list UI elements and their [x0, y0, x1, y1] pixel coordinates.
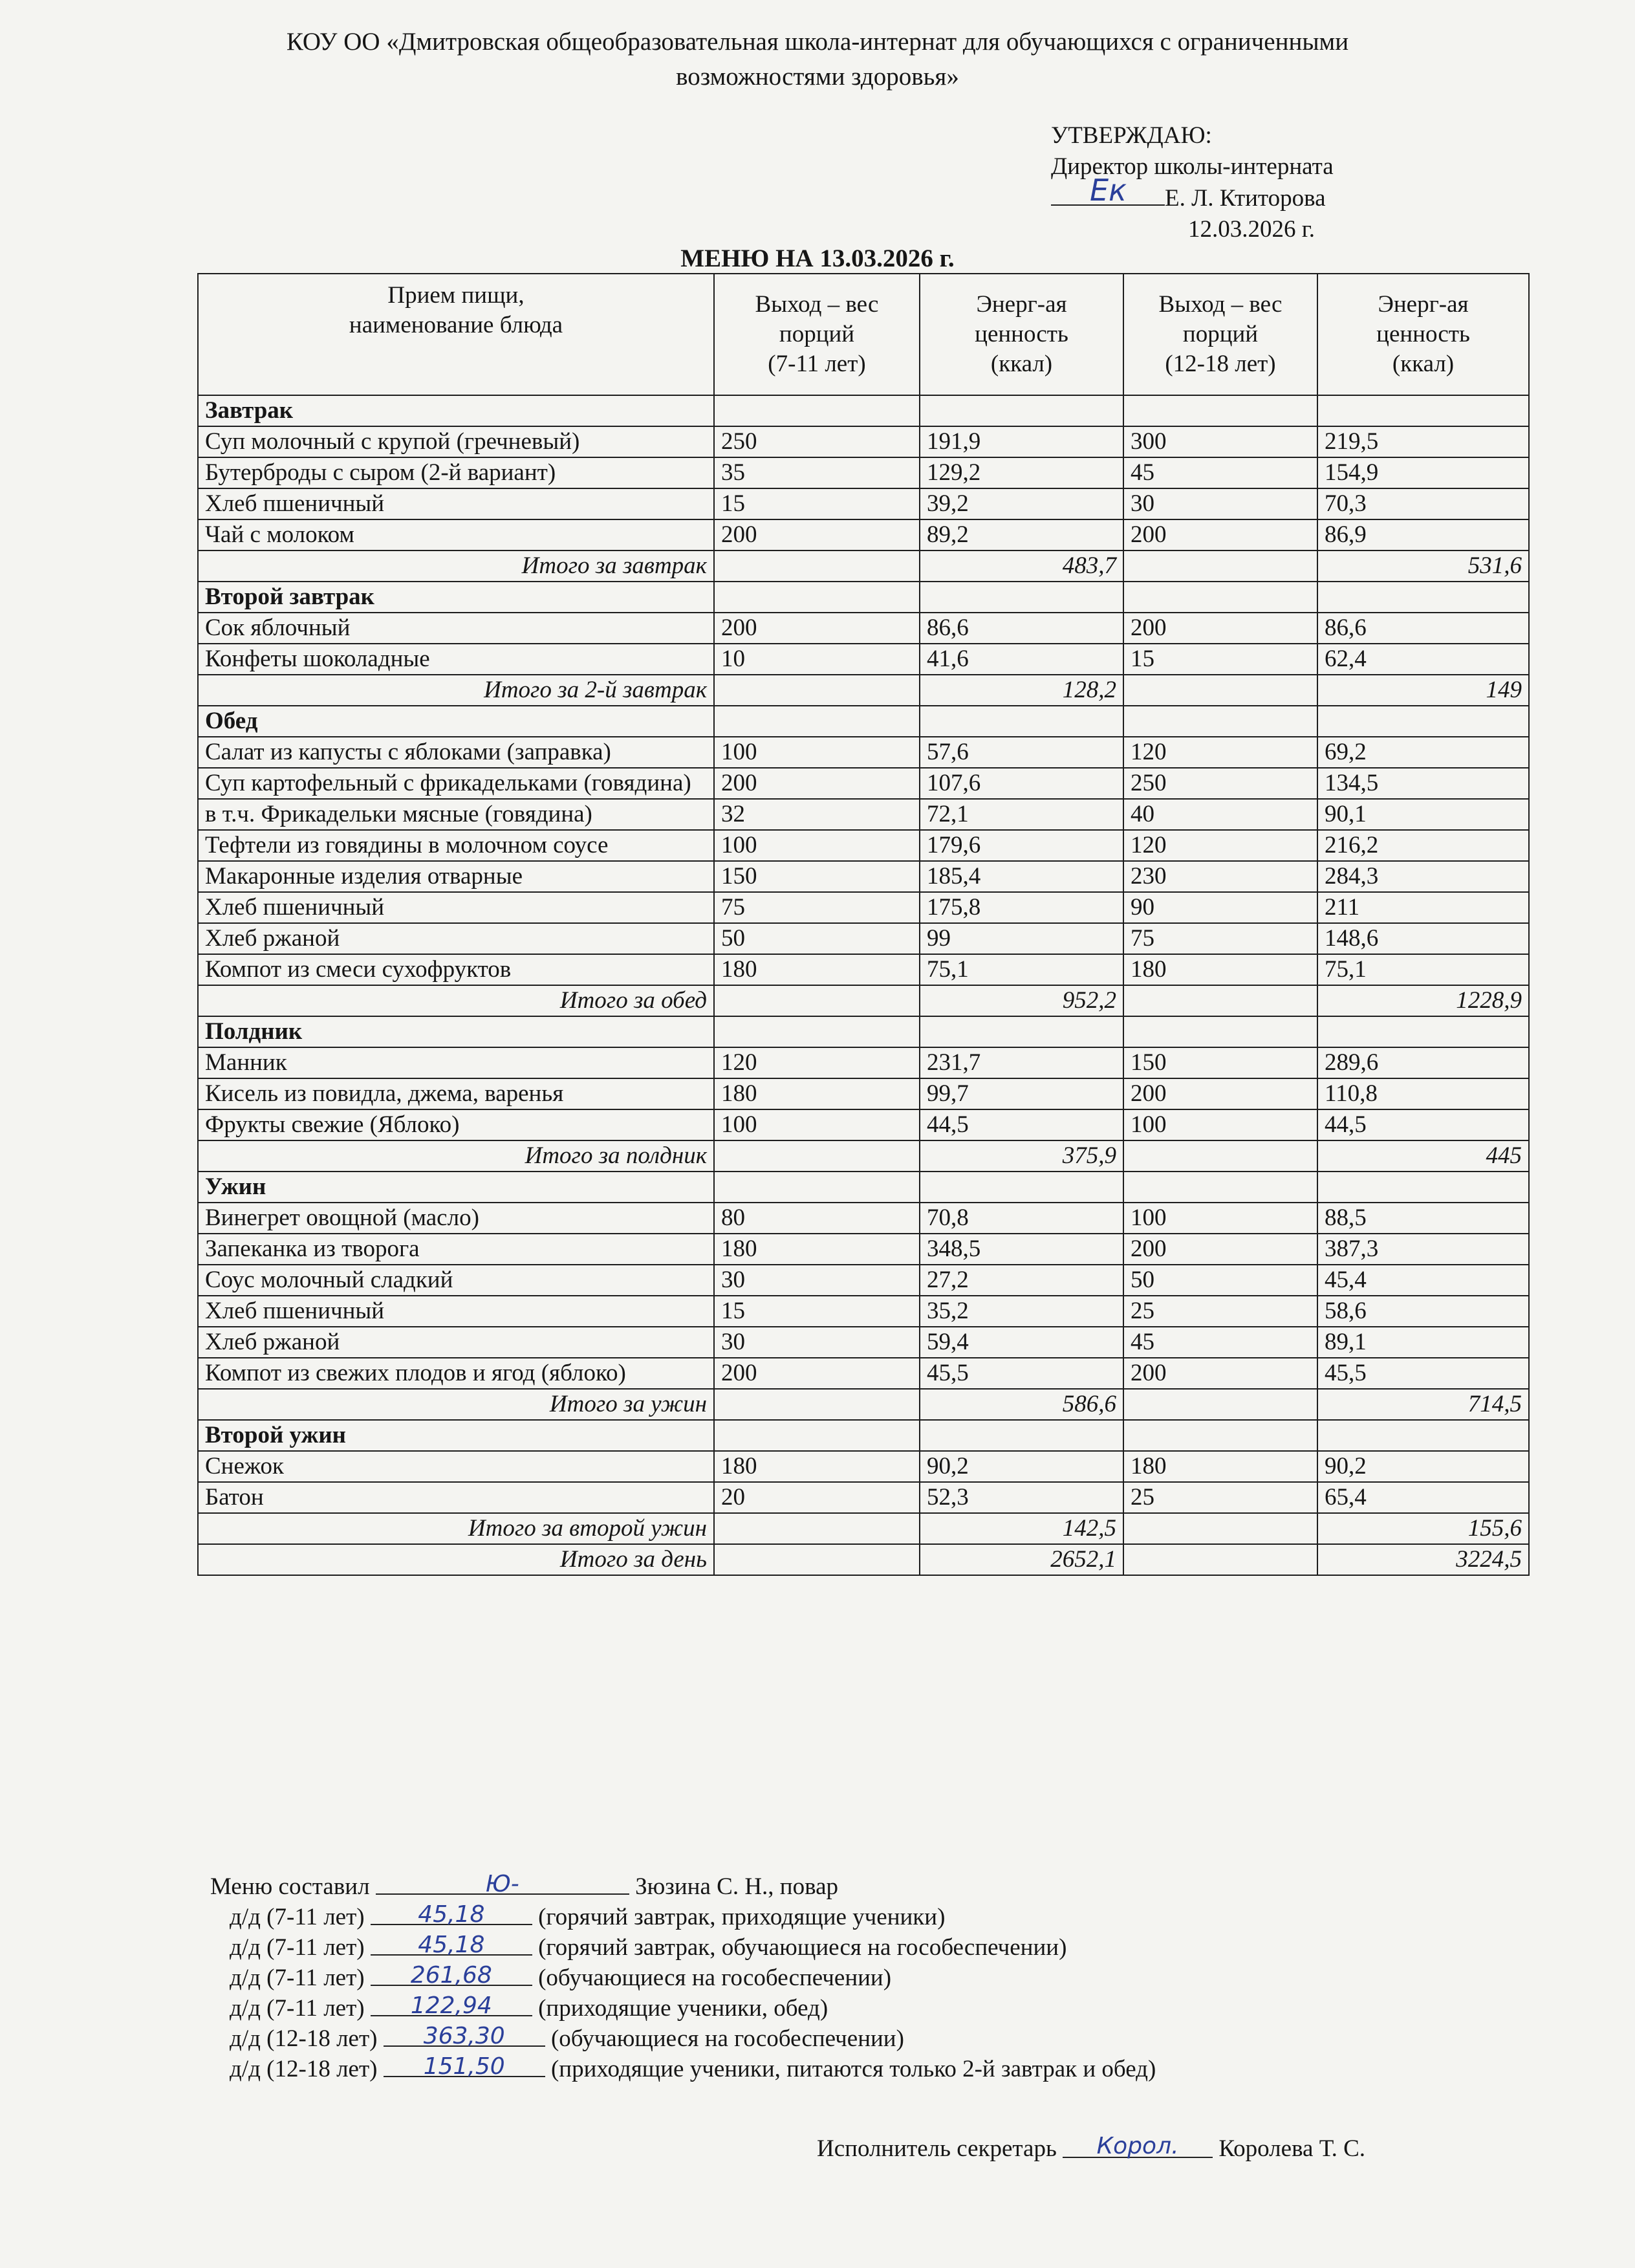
dish-name: Запеканка из творога	[198, 1234, 714, 1265]
daily-cost-blank	[371, 1962, 532, 1989]
empty-cell	[1317, 1172, 1529, 1203]
kcal-senior: 219,5	[1317, 426, 1529, 457]
executor-signature-blank	[1063, 2135, 1213, 2158]
total-label: Итого за второй ужин	[198, 1513, 714, 1544]
weight-senior: 200	[1123, 1078, 1317, 1109]
dish-name: Компот из смеси сухофруктов	[198, 954, 714, 985]
director-signature: Ек	[1090, 173, 1127, 208]
dish-row	[198, 1296, 1529, 1327]
daily-cost-note: (обучающиеся на гособеспечении)	[538, 1965, 892, 1991]
weight-senior: 250	[1123, 768, 1317, 799]
dish-row	[198, 457, 1529, 488]
kcal-senior: 387,3	[1317, 1234, 1529, 1265]
empty-cell	[714, 1172, 920, 1203]
dish-row	[198, 488, 1529, 519]
day-total-label: Итого за день	[198, 1544, 714, 1575]
kcal-junior: 99	[920, 923, 1123, 954]
empty-cell	[714, 1016, 920, 1047]
empty-cell	[714, 985, 920, 1016]
empty-cell	[1123, 1140, 1317, 1172]
kcal-junior: 35,2	[920, 1296, 1123, 1327]
age-group-label: д/д (7-11 лет)	[230, 1965, 365, 1991]
daily-cost-row	[210, 1963, 1156, 1993]
daily-cost-note: (горячий завтрак, приходящие ученики)	[538, 1904, 946, 1930]
kcal-senior: 216,2	[1317, 830, 1529, 861]
weight-junior: 200	[714, 768, 920, 799]
composed-by-signature: Ю-	[485, 1871, 519, 1897]
empty-cell	[1123, 1420, 1317, 1451]
weight-junior: 10	[714, 644, 920, 675]
dish-row	[198, 1451, 1529, 1482]
kcal-senior: 134,5	[1317, 768, 1529, 799]
kcal-junior: 52,3	[920, 1482, 1123, 1513]
executor-row	[817, 2135, 1365, 2163]
director-signature-blank	[1051, 173, 1165, 208]
weight-junior: 20	[714, 1482, 920, 1513]
approval-position: Директор школы-интерната	[1051, 153, 1334, 180]
kcal-junior: 44,5	[920, 1109, 1123, 1140]
weight-senior: 120	[1123, 830, 1317, 861]
weight-junior: 120	[714, 1047, 920, 1078]
empty-cell	[1123, 582, 1317, 613]
empty-cell	[714, 706, 920, 737]
empty-cell	[1123, 985, 1317, 1016]
header-weight-junior: Выход – вес порций (7-11 лет)	[714, 274, 920, 395]
weight-senior: 180	[1123, 954, 1317, 985]
daily-cost-value: 151,50	[423, 2053, 505, 2080]
dish-row	[198, 892, 1529, 923]
total-kcal-junior: 952,2	[920, 985, 1123, 1016]
total-kcal-junior: 375,9	[920, 1140, 1123, 1172]
weight-senior: 150	[1123, 1047, 1317, 1078]
weight-senior: 200	[1123, 613, 1317, 644]
kcal-junior: 75,1	[920, 954, 1123, 985]
weight-junior: 100	[714, 830, 920, 861]
composed-by-signature-blank	[376, 1871, 629, 1895]
dish-name: Компот из свежих плодов и ягод (яблоко)	[198, 1358, 714, 1389]
empty-cell	[714, 1544, 920, 1575]
kcal-senior: 70,3	[1317, 488, 1529, 519]
total-label: Итого за ужин	[198, 1389, 714, 1420]
header-dish: Прием пищи, наименование блюда	[198, 274, 714, 395]
kcal-senior: 44,5	[1317, 1109, 1529, 1140]
menu-table	[197, 273, 1530, 1576]
total-kcal-junior: 142,5	[920, 1513, 1123, 1544]
weight-senior: 45	[1123, 1327, 1317, 1358]
kcal-junior: 89,2	[920, 519, 1123, 551]
section-total-row	[198, 675, 1529, 706]
director-name: Е. Л. Ктиторова	[1165, 185, 1326, 212]
weight-junior: 200	[714, 613, 920, 644]
dish-row	[198, 923, 1529, 954]
daily-cost-row	[210, 1993, 1156, 2023]
total-kcal-senior: 445	[1317, 1140, 1529, 1172]
empty-cell	[714, 551, 920, 582]
total-kcal-junior: 128,2	[920, 675, 1123, 706]
header-kcal-junior: Энерг-ая ценность (ккал)	[920, 274, 1123, 395]
composed-by-name: Зюзина С. Н., повар	[635, 1873, 838, 1900]
empty-cell	[1123, 1172, 1317, 1203]
executor-signature: Корол.	[1096, 2133, 1179, 2159]
daily-cost-note: (горячий завтрак, обучающиеся на гособеспечении)	[538, 1934, 1067, 1961]
empty-cell	[1123, 1016, 1317, 1047]
dish-name: Винегрет овощной (масло)	[198, 1203, 714, 1234]
empty-cell	[1123, 395, 1317, 426]
section-total-row	[198, 1513, 1529, 1544]
kcal-junior: 191,9	[920, 426, 1123, 457]
total-label: Итого за обед	[198, 985, 714, 1016]
daily-cost-note: (приходящие ученики, обед)	[538, 1995, 828, 2022]
dish-row	[198, 830, 1529, 861]
kcal-senior: 75,1	[1317, 954, 1529, 985]
empty-cell	[1317, 1016, 1529, 1047]
weight-junior: 250	[714, 426, 920, 457]
empty-cell	[714, 1389, 920, 1420]
empty-cell	[1317, 582, 1529, 613]
section-name: Завтрак	[198, 395, 714, 426]
dish-name: Суп картофельный с фрикадельками (говядина)	[198, 768, 714, 799]
daily-cost-blank	[384, 2023, 545, 2047]
table-header-row	[198, 274, 1529, 395]
empty-cell	[920, 582, 1123, 613]
daily-cost-value: 45,18	[418, 1932, 485, 1958]
weight-senior: 180	[1123, 1451, 1317, 1482]
weight-junior: 180	[714, 1078, 920, 1109]
approval-date: 12.03.2026 г.	[1188, 216, 1316, 243]
age-group-label: д/д (12-18 лет)	[230, 2025, 378, 2052]
weight-junior: 75	[714, 892, 920, 923]
dish-name: Конфеты шоколадные	[198, 644, 714, 675]
dish-name: Манник	[198, 1047, 714, 1078]
weight-junior: 200	[714, 1358, 920, 1389]
dish-row	[198, 426, 1529, 457]
dish-row	[198, 799, 1529, 830]
kcal-senior: 154,9	[1317, 457, 1529, 488]
dish-row	[198, 1234, 1529, 1265]
weight-senior: 100	[1123, 1203, 1317, 1234]
daily-cost-note: (обучающиеся на гособеспечении)	[550, 2025, 904, 2052]
composed-by-label: Меню составил	[210, 1873, 370, 1900]
total-label: Итого за полдник	[198, 1140, 714, 1172]
age-group-label: д/д (7-11 лет)	[230, 1934, 365, 1961]
kcal-senior: 90,1	[1317, 799, 1529, 830]
dish-row	[198, 1203, 1529, 1234]
empty-cell	[714, 395, 920, 426]
empty-cell	[1123, 1513, 1317, 1544]
kcal-senior: 289,6	[1317, 1047, 1529, 1078]
kcal-senior: 45,5	[1317, 1358, 1529, 1389]
dish-row	[198, 768, 1529, 799]
kcal-senior: 86,6	[1317, 613, 1529, 644]
kcal-junior: 57,6	[920, 737, 1123, 768]
dish-row	[198, 519, 1529, 551]
kcal-senior: 148,6	[1317, 923, 1529, 954]
section-row	[198, 582, 1529, 613]
empty-cell	[920, 395, 1123, 426]
dish-row	[198, 1047, 1529, 1078]
total-label: Итого за завтрак	[198, 551, 714, 582]
section-total-row	[198, 985, 1529, 1016]
weight-junior: 200	[714, 519, 920, 551]
empty-cell	[920, 1420, 1123, 1451]
weight-senior: 120	[1123, 737, 1317, 768]
weight-senior: 50	[1123, 1265, 1317, 1296]
weight-junior: 15	[714, 1296, 920, 1327]
approval-title: УТВЕРЖДАЮ:	[1051, 122, 1212, 149]
dish-row	[198, 1265, 1529, 1296]
weight-senior: 40	[1123, 799, 1317, 830]
kcal-junior: 129,2	[920, 457, 1123, 488]
section-row	[198, 395, 1529, 426]
kcal-senior: 284,3	[1317, 861, 1529, 892]
daily-cost-blank	[384, 2053, 545, 2080]
empty-cell	[714, 582, 920, 613]
footer-block	[210, 1871, 1156, 2084]
empty-cell	[1123, 675, 1317, 706]
daily-cost-row	[210, 1902, 1156, 1932]
total-kcal-junior: 586,6	[920, 1389, 1123, 1420]
kcal-junior: 175,8	[920, 892, 1123, 923]
weight-junior: 35	[714, 457, 920, 488]
weight-senior: 230	[1123, 861, 1317, 892]
kcal-senior: 62,4	[1317, 644, 1529, 675]
empty-cell	[714, 1513, 920, 1544]
section-total-row	[198, 1140, 1529, 1172]
daily-cost-value: 363,30	[423, 2023, 505, 2049]
section-name: Второй ужин	[198, 1420, 714, 1451]
empty-cell	[1123, 706, 1317, 737]
dish-name: Батон	[198, 1482, 714, 1513]
empty-cell	[1317, 1420, 1529, 1451]
header-weight-senior: Выход – вес порций (12-18 лет)	[1123, 274, 1317, 395]
daily-cost-value: 261,68	[410, 1962, 492, 1989]
dish-name: Макаронные изделия отварные	[198, 861, 714, 892]
dish-name: Соус молочный сладкий	[198, 1265, 714, 1296]
section-name: Второй завтрак	[198, 582, 714, 613]
age-group-label: д/д (7-11 лет)	[230, 1904, 365, 1930]
dish-name: Снежок	[198, 1451, 714, 1482]
menu-table-body	[198, 395, 1529, 1575]
dish-name: Кисель из повидла, джема, варенья	[198, 1078, 714, 1109]
approval-signature-line	[1051, 173, 1334, 214]
kcal-senior: 45,4	[1317, 1265, 1529, 1296]
day-total-kcal-senior: 3224,5	[1317, 1544, 1529, 1575]
empty-cell	[1123, 551, 1317, 582]
daily-cost-blank	[371, 1992, 532, 2019]
daily-cost-row	[210, 2023, 1156, 2054]
dish-name: Сок яблочный	[198, 613, 714, 644]
kcal-junior: 179,6	[920, 830, 1123, 861]
section-row	[198, 706, 1529, 737]
weight-junior: 100	[714, 737, 920, 768]
dish-name: в т.ч. Фрикадельки мясные (говядина)	[198, 799, 714, 830]
weight-senior: 300	[1123, 426, 1317, 457]
dish-row	[198, 1482, 1529, 1513]
day-total-row	[198, 1544, 1529, 1575]
composed-by-row	[210, 1871, 1156, 1902]
empty-cell	[1317, 395, 1529, 426]
daily-cost-value: 45,18	[418, 1901, 485, 1928]
executor-label: Исполнитель секретарь	[817, 2135, 1057, 2162]
total-kcal-senior: 531,6	[1317, 551, 1529, 582]
section-row	[198, 1420, 1529, 1451]
organization-header	[103, 25, 1532, 94]
dish-name: Хлеб пшеничный	[198, 488, 714, 519]
section-name: Ужин	[198, 1172, 714, 1203]
weight-junior: 30	[714, 1327, 920, 1358]
org-name-line1: КОУ ОО «Дмитровская общеобразовательная школа-интернат для обучающихся с ограниченными	[286, 28, 1349, 56]
menu-title: МЕНЮ НА 13.03.2026 г.	[680, 245, 955, 272]
kcal-senior: 88,5	[1317, 1203, 1529, 1234]
total-kcal-senior: 155,6	[1317, 1513, 1529, 1544]
empty-cell	[1317, 706, 1529, 737]
kcal-senior: 69,2	[1317, 737, 1529, 768]
empty-cell	[714, 1420, 920, 1451]
kcal-senior: 89,1	[1317, 1327, 1529, 1358]
weight-junior: 180	[714, 954, 920, 985]
age-group-label: д/д (7-11 лет)	[230, 1995, 365, 2022]
kcal-senior: 110,8	[1317, 1078, 1529, 1109]
section-name: Обед	[198, 706, 714, 737]
org-name-line2: возможностями здоровья»	[676, 63, 959, 91]
kcal-senior: 65,4	[1317, 1482, 1529, 1513]
weight-junior: 100	[714, 1109, 920, 1140]
kcal-junior: 107,6	[920, 768, 1123, 799]
section-row	[198, 1016, 1529, 1047]
dish-name: Хлеб пшеничный	[198, 892, 714, 923]
kcal-junior: 41,6	[920, 644, 1123, 675]
dish-row	[198, 1358, 1529, 1389]
weight-senior: 15	[1123, 644, 1317, 675]
dish-name: Тефтели из говядины в молочном соусе	[198, 830, 714, 861]
empty-cell	[1123, 1389, 1317, 1420]
weight-senior: 25	[1123, 1482, 1317, 1513]
kcal-junior: 27,2	[920, 1265, 1123, 1296]
dish-row	[198, 737, 1529, 768]
day-total-kcal-junior: 2652,1	[920, 1544, 1123, 1575]
weight-junior: 180	[714, 1451, 920, 1482]
header-kcal-senior: Энерг-ая ценность (ккал)	[1317, 274, 1529, 395]
weight-junior: 150	[714, 861, 920, 892]
weight-senior: 45	[1123, 457, 1317, 488]
daily-cost-blank	[371, 1901, 532, 1928]
kcal-junior: 231,7	[920, 1047, 1123, 1078]
weight-junior: 30	[714, 1265, 920, 1296]
kcal-junior: 185,4	[920, 861, 1123, 892]
daily-cost-note: (приходящие ученики, питаются только 2-й завтрак и обед)	[550, 2056, 1156, 2082]
kcal-junior: 45,5	[920, 1358, 1123, 1389]
daily-cost-value: 122,94	[410, 1992, 492, 2019]
dish-name: Хлеб пшеничный	[198, 1296, 714, 1327]
total-kcal-senior: 714,5	[1317, 1389, 1529, 1420]
dish-name: Чай с молоком	[198, 519, 714, 551]
dish-row	[198, 954, 1529, 985]
empty-cell	[920, 1172, 1123, 1203]
total-kcal-junior: 483,7	[920, 551, 1123, 582]
kcal-junior: 86,6	[920, 613, 1123, 644]
total-kcal-senior: 149	[1317, 675, 1529, 706]
empty-cell	[920, 1016, 1123, 1047]
dish-name: Хлеб ржаной	[198, 923, 714, 954]
kcal-junior: 39,2	[920, 488, 1123, 519]
dish-row	[198, 861, 1529, 892]
age-group-label: д/д (12-18 лет)	[230, 2056, 378, 2082]
total-kcal-senior: 1228,9	[1317, 985, 1529, 1016]
dish-name: Суп молочный с крупой (гречневый)	[198, 426, 714, 457]
executor-name: Королева Т. С.	[1218, 2135, 1366, 2162]
empty-cell	[1123, 1544, 1317, 1575]
dish-row	[198, 1109, 1529, 1140]
kcal-senior: 58,6	[1317, 1296, 1529, 1327]
weight-senior: 30	[1123, 488, 1317, 519]
daily-cost-row	[210, 2054, 1156, 2084]
weight-junior: 50	[714, 923, 920, 954]
section-row	[198, 1172, 1529, 1203]
kcal-junior: 99,7	[920, 1078, 1123, 1109]
kcal-junior: 59,4	[920, 1327, 1123, 1358]
kcal-junior: 348,5	[920, 1234, 1123, 1265]
approval-block	[1051, 120, 1334, 245]
kcal-senior: 86,9	[1317, 519, 1529, 551]
dish-name: Фрукты свежие (Яблоко)	[198, 1109, 714, 1140]
dish-row	[198, 1078, 1529, 1109]
dish-row	[198, 613, 1529, 644]
daily-cost-list	[210, 1902, 1156, 2084]
daily-cost-blank	[371, 1932, 532, 1956]
total-label: Итого за 2-й завтрак	[198, 675, 714, 706]
kcal-senior: 211	[1317, 892, 1529, 923]
dish-name: Бутерброды с сыром (2-й вариант)	[198, 457, 714, 488]
weight-junior: 80	[714, 1203, 920, 1234]
daily-cost-row	[210, 1932, 1156, 1963]
weight-senior: 75	[1123, 923, 1317, 954]
weight-senior: 200	[1123, 1234, 1317, 1265]
empty-cell	[714, 675, 920, 706]
dish-name: Салат из капусты с яблоками (заправка)	[198, 737, 714, 768]
kcal-junior: 70,8	[920, 1203, 1123, 1234]
weight-junior: 180	[714, 1234, 920, 1265]
empty-cell	[714, 1140, 920, 1172]
section-total-row	[198, 1389, 1529, 1420]
weight-senior: 200	[1123, 519, 1317, 551]
weight-junior: 15	[714, 488, 920, 519]
section-total-row	[198, 551, 1529, 582]
dish-row	[198, 1327, 1529, 1358]
section-name: Полдник	[198, 1016, 714, 1047]
empty-cell	[920, 706, 1123, 737]
dish-name: Хлеб ржаной	[198, 1327, 714, 1358]
kcal-junior: 90,2	[920, 1451, 1123, 1482]
weight-senior: 25	[1123, 1296, 1317, 1327]
weight-senior: 200	[1123, 1358, 1317, 1389]
kcal-senior: 90,2	[1317, 1451, 1529, 1482]
weight-senior: 100	[1123, 1109, 1317, 1140]
kcal-junior: 72,1	[920, 799, 1123, 830]
weight-junior: 32	[714, 799, 920, 830]
weight-senior: 90	[1123, 892, 1317, 923]
dish-row	[198, 644, 1529, 675]
